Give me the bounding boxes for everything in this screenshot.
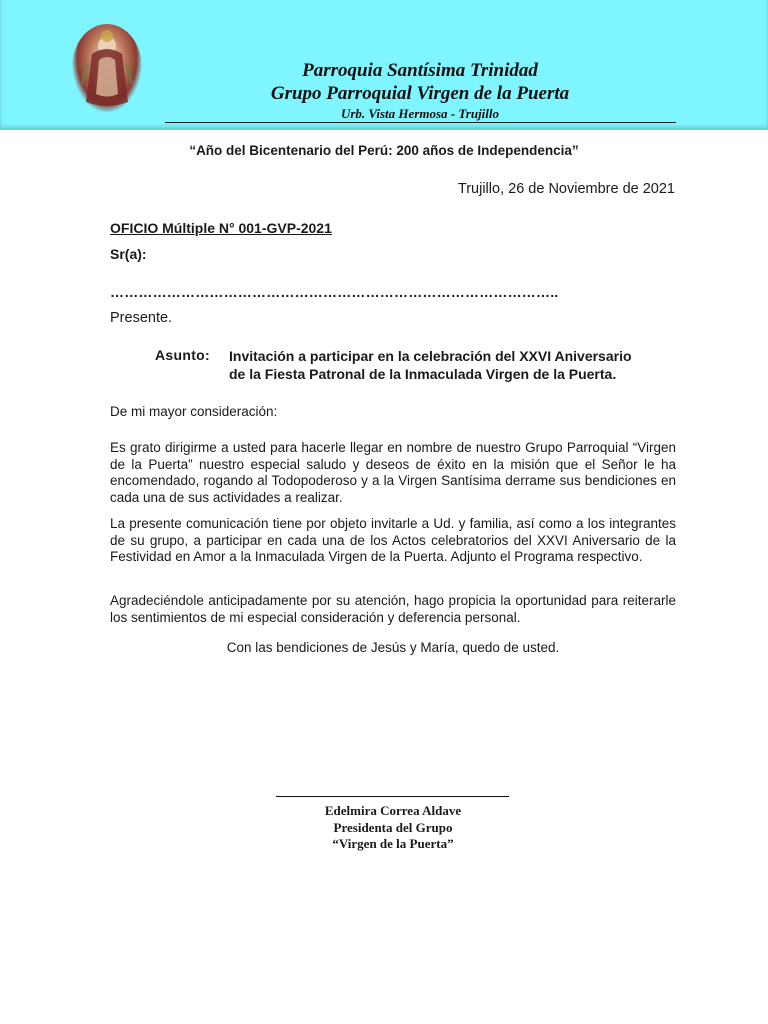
subject-line-2: de la Fiesta Patronal de la Inmaculada Virgen de la Puerta. [229,366,617,382]
document-reference: OFICIO Múltiple N° 001-GVP-2021 [110,220,332,236]
presente-line: Presente. [110,310,173,326]
date-line: Trujillo, 26 de Noviembre de 2021 [457,181,675,197]
letterhead-band [0,0,768,130]
body-paragraph-1: Es grato dirigirme a usted para hacerle llegar en nombre de nuestro Grupo Parroquial “Virgen de la Puerta” nuestro especial saludo y deseos de éxito en la misión que el Señor le ha encomendado, rogando al Todopoderoso y a la Virgen Santísima derrame sus bendiciones en cada una de sus actividades a realizar. [110,440,676,505]
closing-line: Con las bendiciones de Jesús y María, quedo de usted. [226,640,560,655]
signer-name: Edelmira Correa Aldave [324,803,462,818]
group-name: Grupo Parroquial Virgen de la Puerta [270,83,570,104]
address: Urb. Vista Hermosa - Trujillo [340,106,500,121]
recipient-label: Sr(a): [110,246,147,262]
subject-line-1: Invitación a participar en la celebración del XXVI Aniversario [229,348,632,364]
signer-group: “Virgen de la Puerta” [332,836,454,851]
subject-text [229,347,681,383]
recipient-blank-line: ………………………………………………………………………………….. [110,284,559,300]
body-paragraph-2: La presente comunicación tiene por objeto invitarle a Ud. y familia, así como a los integrantes de su grupo, a participar en cada una de los Actos celebratorios del XXVI Aniversario de la Festividad en Amor a la Inmaculada Virgen de la Puerta. Adjunto el Programa respectivo. [110,516,676,564]
greeting: De mi mayor consideración: [110,404,278,419]
parish-name: Parroquia Santísima Trinidad [302,60,538,81]
body-paragraph-3: Agradeciéndole anticipadamente por su atención, hago propicia la oportunidad para reiterarle los sentimientos de mi especial consideración y deferencia personal. [110,593,676,625]
subject-label: Asunto: [155,347,210,363]
virgin-image-logo-icon [72,24,142,112]
header-divider [165,122,676,123]
year-motto: “Año del Bicentenario del Perú: 200 años de Independencia” [189,143,579,158]
signer-title: Presidenta del Grupo [333,820,453,835]
signature-line [276,796,509,797]
